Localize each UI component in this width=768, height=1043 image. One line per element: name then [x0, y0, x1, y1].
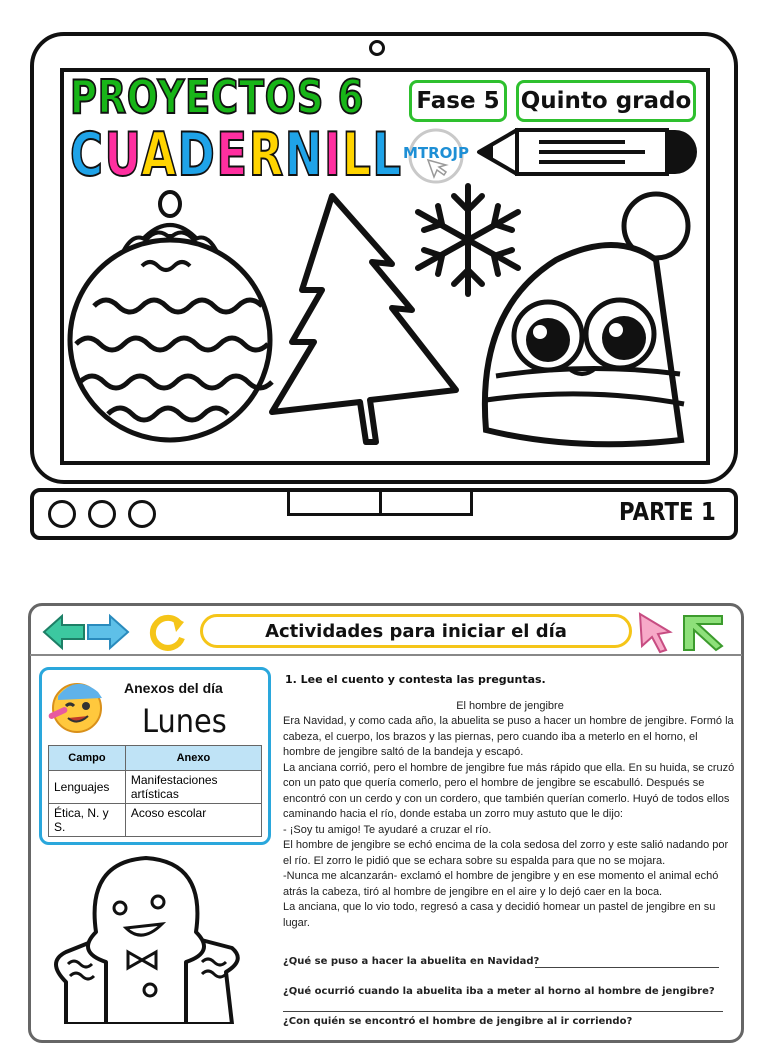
parte-label: PARTE 1 [619, 497, 716, 526]
header-divider [30, 654, 742, 656]
story-title: El hombre de jengibre [456, 700, 564, 712]
story-paragraph: La anciana corrió, pero el hombre de jengibre fue más rápido que ella. En su huida, se cruzó con un pato que quería comerlo, pero el hombre de jengibre se escabulló. Después se encontró con un cerdo y con un cordero, que también querían comerlo. Huyó de todos ellos caminando hacia el río, donde estaba un zorro muy astuto que le dijo: [283, 761, 735, 820]
column-header-campo: Campo [49, 746, 126, 771]
title-letter: A [141, 120, 178, 190]
title-letter: L [372, 120, 403, 190]
story-paragraph: La anciana, que lo vio todo, regresó a casa y decidió homear un pastel de jengibre en su lugar. [283, 901, 716, 929]
title-letter: N [284, 120, 324, 190]
answer-line[interactable] [283, 1011, 723, 1012]
title-letter: I [323, 120, 343, 190]
gingerbread-man-icon [46, 852, 246, 1024]
candy-corn-character-icon [456, 190, 704, 458]
cover-title-line1: PROYECTOS 6 [70, 70, 365, 124]
title-letter: C [70, 120, 105, 190]
trackpad-divider [379, 488, 382, 516]
title-letter: L [342, 120, 373, 190]
circle-icon [48, 500, 76, 528]
story-paragraph: El hombre de jengibre se echó encima de la cola sedosa del zorro y este salió nadando por el río. El zorro le pidió que se echara sobre su espalda para que no se mojara. [283, 839, 729, 867]
table-row [49, 804, 262, 837]
grado-badge: Quinto grado [516, 80, 696, 122]
day-label: Lunes [142, 702, 227, 740]
table-cell: Lenguajes [49, 771, 126, 804]
title-letter: D [177, 120, 217, 190]
table-cell: Manifestaciones artísticas [125, 771, 261, 804]
arrow-left-icon [44, 616, 84, 648]
question-2: ¿Qué ocurrió cuando la abuelita iba a meter al horno al hombre de jengibre? [283, 986, 715, 997]
nav-arrows[interactable] [40, 612, 132, 652]
pointer-icon[interactable] [636, 610, 676, 654]
arrow-right-icon [88, 616, 128, 648]
activities-header: Actividades para iniciar el día [200, 614, 632, 648]
pencil-icon [475, 124, 697, 180]
story-text [283, 714, 735, 931]
refresh-icon[interactable] [146, 612, 188, 652]
column-header-anexo: Anexo [125, 746, 261, 771]
table-row [49, 771, 262, 804]
title-letter: R [248, 120, 285, 190]
title-letter: E [216, 120, 249, 190]
question-3: ¿Con quién se encontró el hombre de jengibre al ir corriendo? [283, 1016, 633, 1027]
table-cell: Ética, N. y S. [49, 804, 126, 837]
webcam-icon [369, 40, 385, 56]
circle-icon [128, 500, 156, 528]
fase-badge: Fase 5 [409, 80, 507, 122]
logo-text: MTROJP [402, 144, 470, 162]
question-1: ¿Qué se puso a hacer la abuelita en Navidad? [283, 956, 540, 967]
table-cell: Acoso escolar [125, 804, 261, 837]
anexos-title: Anexos del día [124, 680, 223, 696]
winking-emoji-icon [46, 674, 108, 736]
circle-icon [88, 500, 116, 528]
story-paragraph: - ¡Soy tu amigo! Te ayudaré a cruzar el río. [283, 823, 492, 836]
cover-title-line2 [70, 120, 403, 190]
story-paragraph: -Nunca me alcanzarán- exclamó el hombre de jengibre y en ese momento el animal echó atrás la cabeza, tiró al hombre de jengibre en el aire y lo dejó caer en la boca. [283, 870, 719, 898]
christmas-ornament-icon [64, 188, 276, 448]
title-letter: U [104, 120, 142, 190]
story-paragraph: Era Navidad, y como cada año, la abuelita se puso a hacer un hombre de jengibre. Formó la cabeza, el cuerpo, los brazos y las piernas, pero cuando iba a meterlo en el horno, el hombre de jengibre saltó de la bandeja y escapó. [283, 715, 734, 758]
anexos-table [48, 745, 262, 837]
check-icon[interactable] [678, 610, 728, 654]
instruction-text: 1. Lee el cuento y contesta las preguntas. [285, 673, 546, 686]
answer-line[interactable] [535, 967, 719, 968]
